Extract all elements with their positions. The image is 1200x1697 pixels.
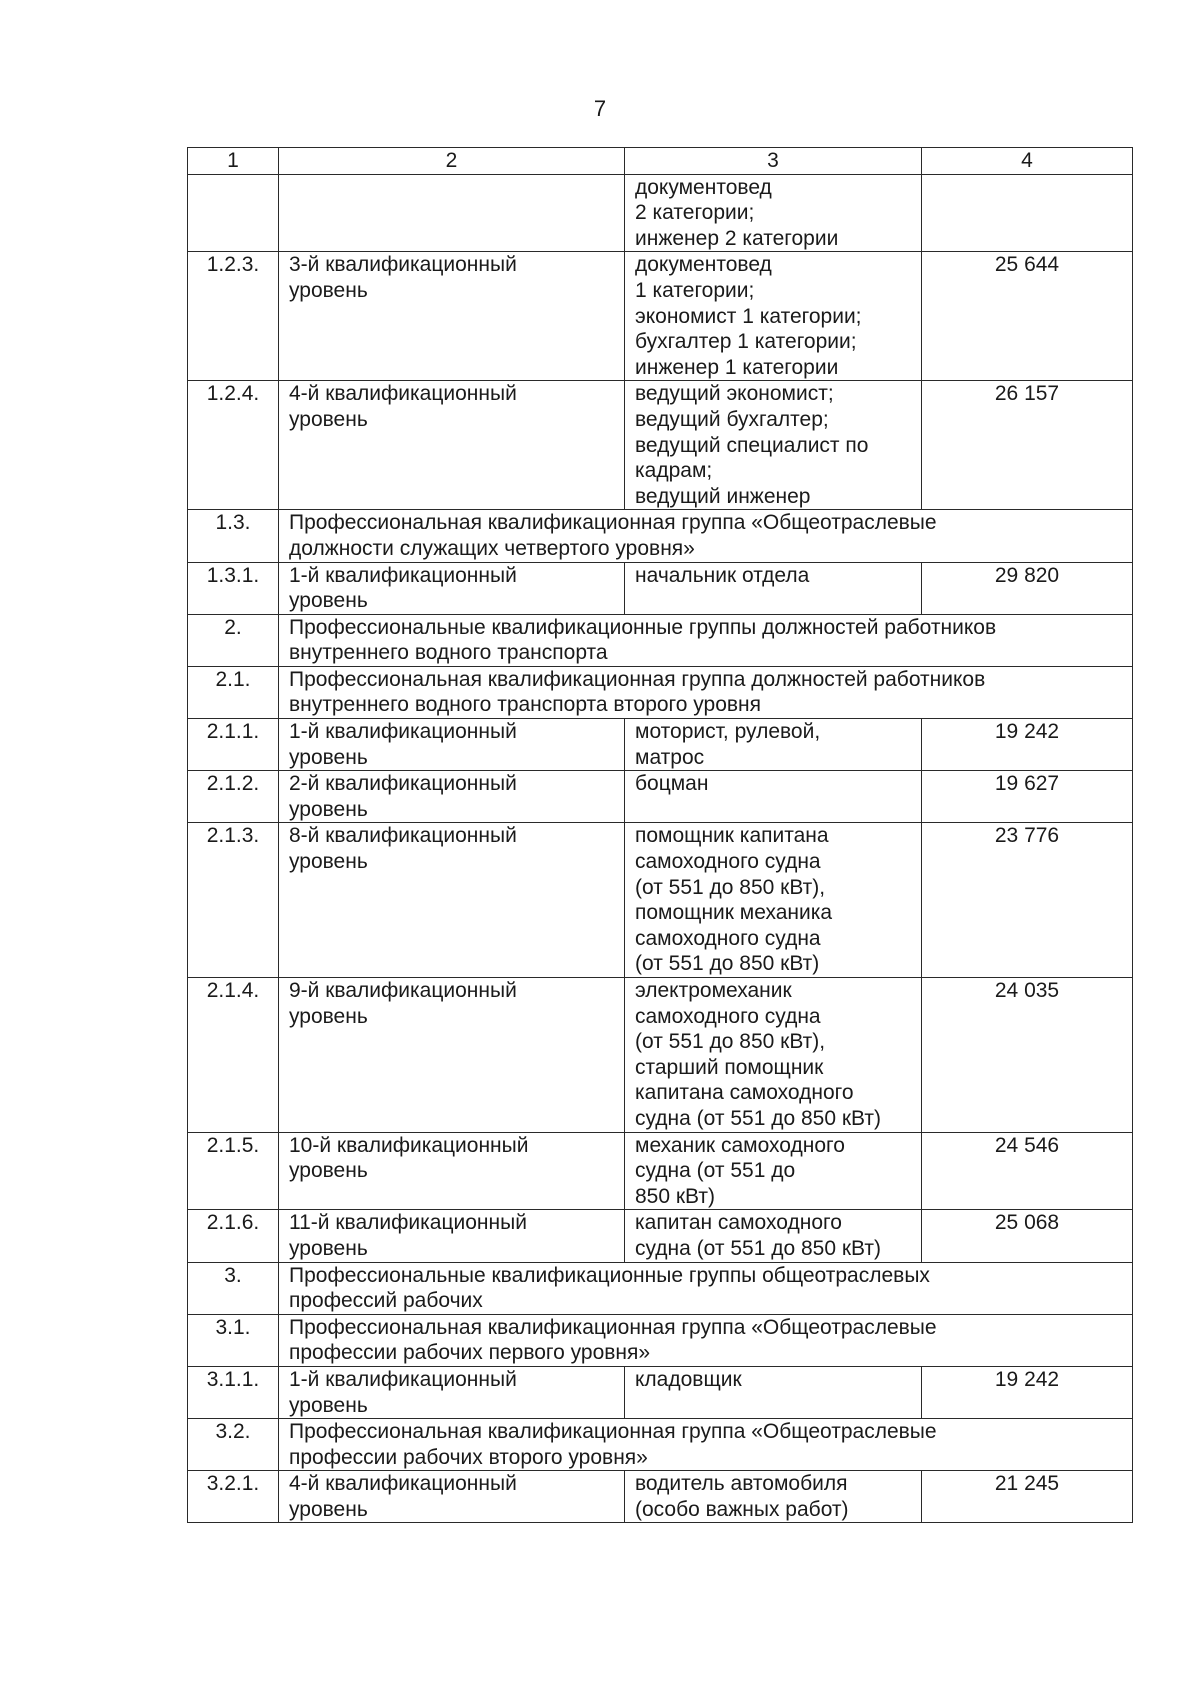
positions [625,1210,922,1262]
column-header-3: 3 [625,148,922,175]
table-row [188,1210,1133,1262]
cell-line: внутреннего водного транспорта второго уровня [289,693,762,717]
cell-line: уровень [289,1004,368,1028]
cell-line: 4-й квалификационный [289,382,517,406]
cell-line: 3-й квалификационный [289,253,517,277]
cell-line: капитан самоходного [635,1211,842,1235]
positions [625,1366,922,1418]
salary: 19 627 [922,771,1133,823]
row-number: 3.1. [188,1314,279,1366]
cell-line: Профессиональная квалификационная группа «Общеотраслевые [289,1315,937,1339]
salary: 21 245 [922,1471,1133,1523]
cell-line: уровень [289,745,368,769]
column-header-1: 1 [188,148,279,175]
row-number: 2.1. [188,666,279,718]
group-title [279,510,1133,562]
salary: 26 157 [922,381,1133,510]
row-number: 3.2. [188,1419,279,1471]
cell-line: 4-й квалификационный [289,1472,517,1496]
cell-line: уровень [289,1159,368,1183]
cell-line: электромеханик [635,979,792,1002]
cell-line: старший помощник [635,1055,824,1079]
cell-line: (от 551 до 850 кВт), [635,875,826,899]
column-header-2: 2 [279,148,625,175]
table-body [188,148,1133,1523]
cell-line: уровень [289,1393,368,1417]
group-row [188,1314,1133,1366]
column-header-4: 4 [922,148,1133,175]
row-number: 2.1.4. [188,978,279,1133]
cell-line: Профессиональная квалификационная группа «Общеотраслевые [289,1420,937,1444]
table-row [188,562,1133,614]
cell-line: профессии рабочих второго уровня» [289,1445,648,1469]
cell-line: бухгалтер 1 категории; [635,330,857,354]
cell-line: помощник механика [635,901,833,925]
cell-line: 1 категории; [635,278,755,302]
cell-line: профессии рабочих первого уровня» [289,1341,651,1365]
cell-line: самоходного судна [635,850,821,874]
cell-line: водитель автомобиля [635,1472,848,1496]
cell-line: 8-й квалификационный [289,824,517,848]
cell-line: Профессиональная квалификационная группа «Общеотраслевые [289,511,937,535]
positions [625,174,922,252]
positions [625,562,922,614]
positions [625,719,922,771]
cell-line: начальник отдела [635,563,810,587]
cell-line: кадрам; [635,459,713,483]
cell-line: уровень [289,1497,368,1521]
cell-line: Профессиональные квалификационные группы должностей работников [289,615,997,639]
cell-line: матрос [635,745,705,769]
group-title [279,666,1133,718]
cell-line: внутреннего водного транспорта [289,641,608,665]
salary: 19 242 [922,1366,1133,1418]
group-title [279,1314,1133,1366]
cell-line: 9-й квалификационный [289,979,517,1002]
qualification-level [279,562,625,614]
group-row [188,666,1133,718]
row-number: 1.2.3. [188,252,279,381]
table-header-row [188,148,1133,175]
positions [625,823,922,978]
table-row [188,1366,1133,1418]
qualification-level [279,174,625,252]
qualification-level [279,978,625,1133]
cell-line: судна (от 551 до [635,1159,796,1183]
group-title [279,614,1133,666]
positions [625,978,922,1133]
cell-line: помощник капитана [635,824,829,848]
qualification-level [279,771,625,823]
row-number: 2. [188,614,279,666]
group-row [188,1262,1133,1314]
cell-line: экономист 1 категории; [635,304,862,328]
cell-line: (от 551 до 850 кВт), [635,1030,826,1054]
cell-line: уровень [289,1236,368,1260]
cell-line: уровень [289,278,368,302]
row-number: 3. [188,1262,279,1314]
table-row [188,771,1133,823]
cell-line: моторист, рулевой, [635,720,821,744]
cell-line: должности служащих четвертого уровня» [289,536,695,560]
qualification-level [279,1210,625,1262]
cell-line: Профессиональная квалификационная группа должностей работников [289,667,986,691]
qualification-level [279,719,625,771]
table-row [188,381,1133,510]
salary: 24 546 [922,1132,1133,1210]
table-row [188,252,1133,381]
row-number: 1.3. [188,510,279,562]
cell-line: уровень [289,850,368,874]
cell-line: ведущий бухгалтер; [635,407,829,431]
table-row [188,823,1133,978]
salary: 23 776 [922,823,1133,978]
qualification-level [279,1366,625,1418]
group-row [188,510,1133,562]
cell-line: ведущий специалист по [635,433,869,457]
cell-line: уровень [289,407,368,431]
positions [625,252,922,381]
cell-line: документовед [635,175,772,199]
row-number: 2.1.2. [188,771,279,823]
table-row [188,1471,1133,1523]
cell-line: 1-й квалификационный [289,1367,517,1391]
row-number: 2.1.5. [188,1132,279,1210]
cell-line: капитана самоходного [635,1081,854,1105]
row-number: 3.1.1. [188,1366,279,1418]
cell-line: 2-й квалификационный [289,772,517,796]
cell-line: 10-й квалификационный [289,1133,529,1157]
cell-line: 1-й квалификационный [289,563,517,587]
row-number [188,174,279,252]
positions [625,1132,922,1210]
qualification-level [279,823,625,978]
cell-line: инженер 1 категории [635,355,839,379]
cell-line: самоходного судна [635,1004,821,1028]
row-number: 2.1.1. [188,719,279,771]
cell-line: 11-й квалификационный [289,1211,527,1235]
qualification-level [279,381,625,510]
cell-line: (особо важных работ) [635,1497,849,1521]
cell-line: механик самоходного [635,1133,845,1157]
cell-line: 2 категории; [635,201,755,225]
cell-line: документовед [635,253,772,277]
salary: 24 035 [922,978,1133,1133]
cell-line: боцман [635,772,709,796]
group-row [188,614,1133,666]
cell-line: ведущий экономист; [635,382,834,406]
row-number: 2.1.3. [188,823,279,978]
positions [625,381,922,510]
page-number: 7 [593,96,607,121]
cell-line: судна (от 551 до 850 кВт) [635,1106,881,1130]
qualification-level [279,1132,625,1210]
row-number: 1.2.4. [188,381,279,510]
cell-line: ведущий инженер [635,484,811,508]
cell-line: самоходного судна [635,926,821,950]
cell-line: инженер 2 категории [635,226,839,250]
qualification-level [279,252,625,381]
cell-line: (от 551 до 850 кВт) [635,952,820,976]
qualification-table [187,147,1133,1523]
salary: 19 242 [922,719,1133,771]
group-title [279,1262,1133,1314]
table-row [188,174,1133,252]
salary: 25 644 [922,252,1133,381]
table-row [188,978,1133,1133]
group-row [188,1419,1133,1471]
positions [625,1471,922,1523]
cell-line: 1-й квалификационный [289,720,517,744]
salary: 29 820 [922,562,1133,614]
cell-line: судна (от 551 до 850 кВт) [635,1236,881,1260]
row-number: 2.1.6. [188,1210,279,1262]
cell-line: профессий рабочих [289,1289,483,1313]
cell-line: уровень [289,797,368,821]
cell-line: Профессиональные квалификационные группы общеотраслевых [289,1263,930,1287]
salary [922,174,1133,252]
positions [625,771,922,823]
cell-line: уровень [289,589,368,613]
row-number: 1.3.1. [188,562,279,614]
cell-line: 850 кВт) [635,1184,715,1208]
cell-line: кладовщик [635,1367,742,1391]
group-title [279,1419,1133,1471]
qualification-level [279,1471,625,1523]
salary: 25 068 [922,1210,1133,1262]
table-row [188,1132,1133,1210]
row-number: 3.2.1. [188,1471,279,1523]
table-row [188,719,1133,771]
